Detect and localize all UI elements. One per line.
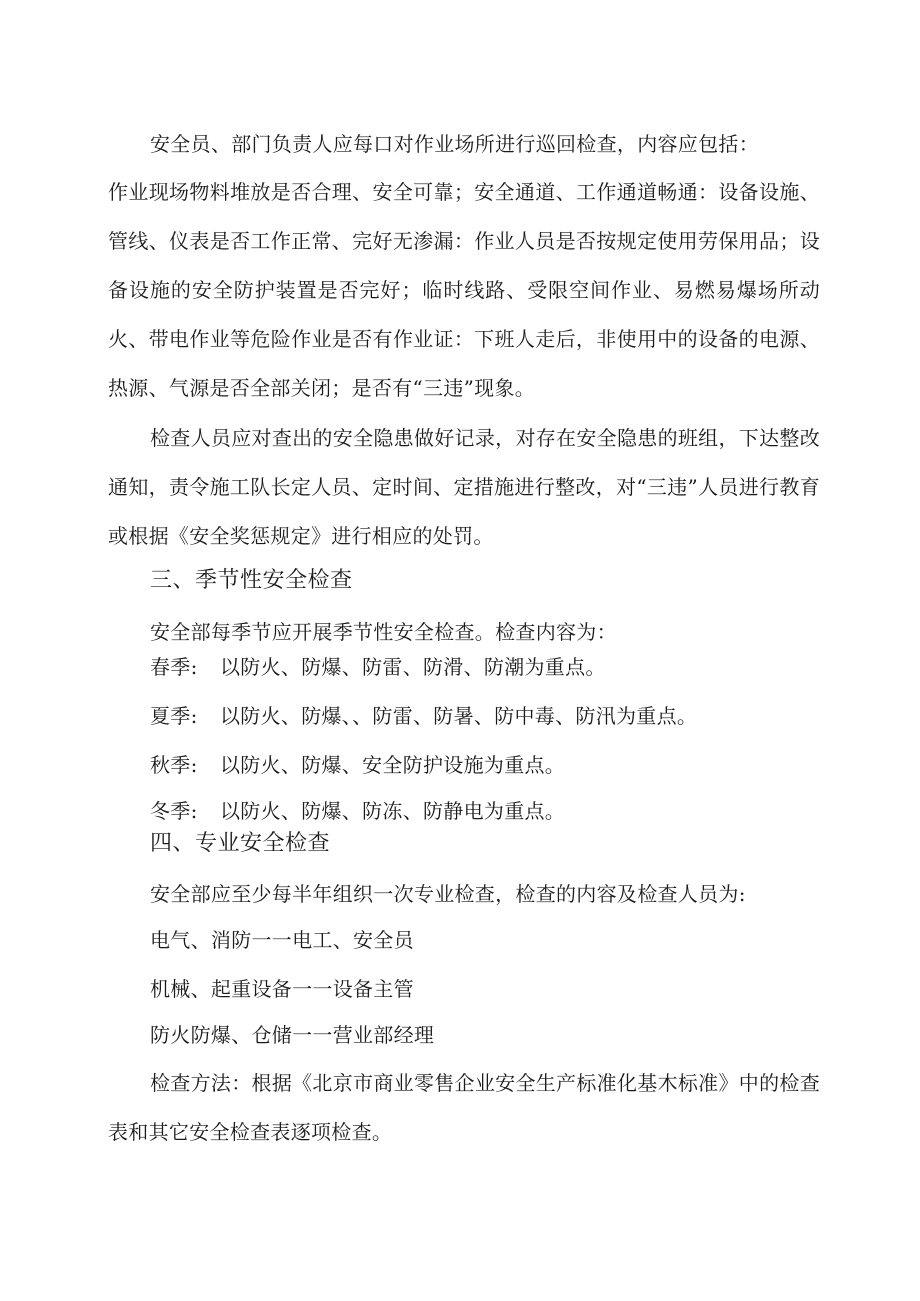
season-autumn: [150, 751, 565, 779]
paragraph-patrol-intro: 安全员、部门负责人应每口对作业场所进行巡回检查，内容应包括：: [150, 132, 759, 156]
professional-item-fire: 防火防爆、仓储一一营业部经理: [150, 1023, 435, 1047]
season-label: 夏季:: [150, 704, 198, 728]
professional-intro: 安全部应至少每半年组织一次专业检查，检查的内容及检查人员为:: [150, 882, 746, 906]
paragraph-hazard-record: 检查人员应对查出的安全隐患做好记录，对存在安全隐患的班组，下达整改通知，责令施工队长定人员、定时间、定措施进行整改，对“三违”人员进行教育或根据《安全奖惩规定》进行相应的处罚。: [108, 426, 820, 548]
season-label: 冬季:: [150, 799, 198, 823]
professional-item-electric: 电气、消防一一电工、安全员: [150, 928, 414, 952]
seasonal-intro: 安全部每季节应开展季节性安全检查。检查内容为：: [150, 620, 617, 644]
paragraph-patrol-content: 作业现场物料堆放是否合理、安全可靠；安全通道、工作通道畅通：设备设施、管线、仪表是否工作正常、完好无渗漏：作业人员是否按规定使用劳保用品；设备设施的安全防护装置是否完好；临时线路、受限空间作业、易燃易爆场所动火、带电作业等危险作业是否有作业证：下班人走后，非使用中的设备的电源、热源、气源是否全部关闭；是否有“三违”现象。: [108, 180, 820, 400]
paragraph-check-method: 检查方法：根据《北京市商业零售企业安全生产标准化基木标准》中的检查表和其它安全检查表逐项检查。: [108, 1071, 820, 1144]
section-heading-professional: 四、专业安全检查: [150, 831, 331, 856]
professional-item-machinery: 机械、起重设备一一设备主管: [150, 977, 414, 1001]
season-label: 秋季:: [150, 753, 198, 777]
season-text: 以防火、防爆、防冻、防静电为重点。: [220, 799, 566, 823]
season-winter: [150, 797, 565, 825]
season-text: 以防火、防爆、安全防护设施为重点。: [220, 753, 566, 777]
season-spring: [150, 653, 606, 681]
season-text: 以防火、防爆、防雷、防滑、防潮为重点。: [220, 655, 606, 679]
section-heading-seasonal: 三、季节性安全检查: [150, 568, 353, 593]
season-summer: [150, 702, 697, 730]
season-text: 以防火、防爆、、防雷、防暑、防中毒、防汛为重点。: [220, 704, 698, 728]
season-label: 春季:: [150, 655, 198, 679]
